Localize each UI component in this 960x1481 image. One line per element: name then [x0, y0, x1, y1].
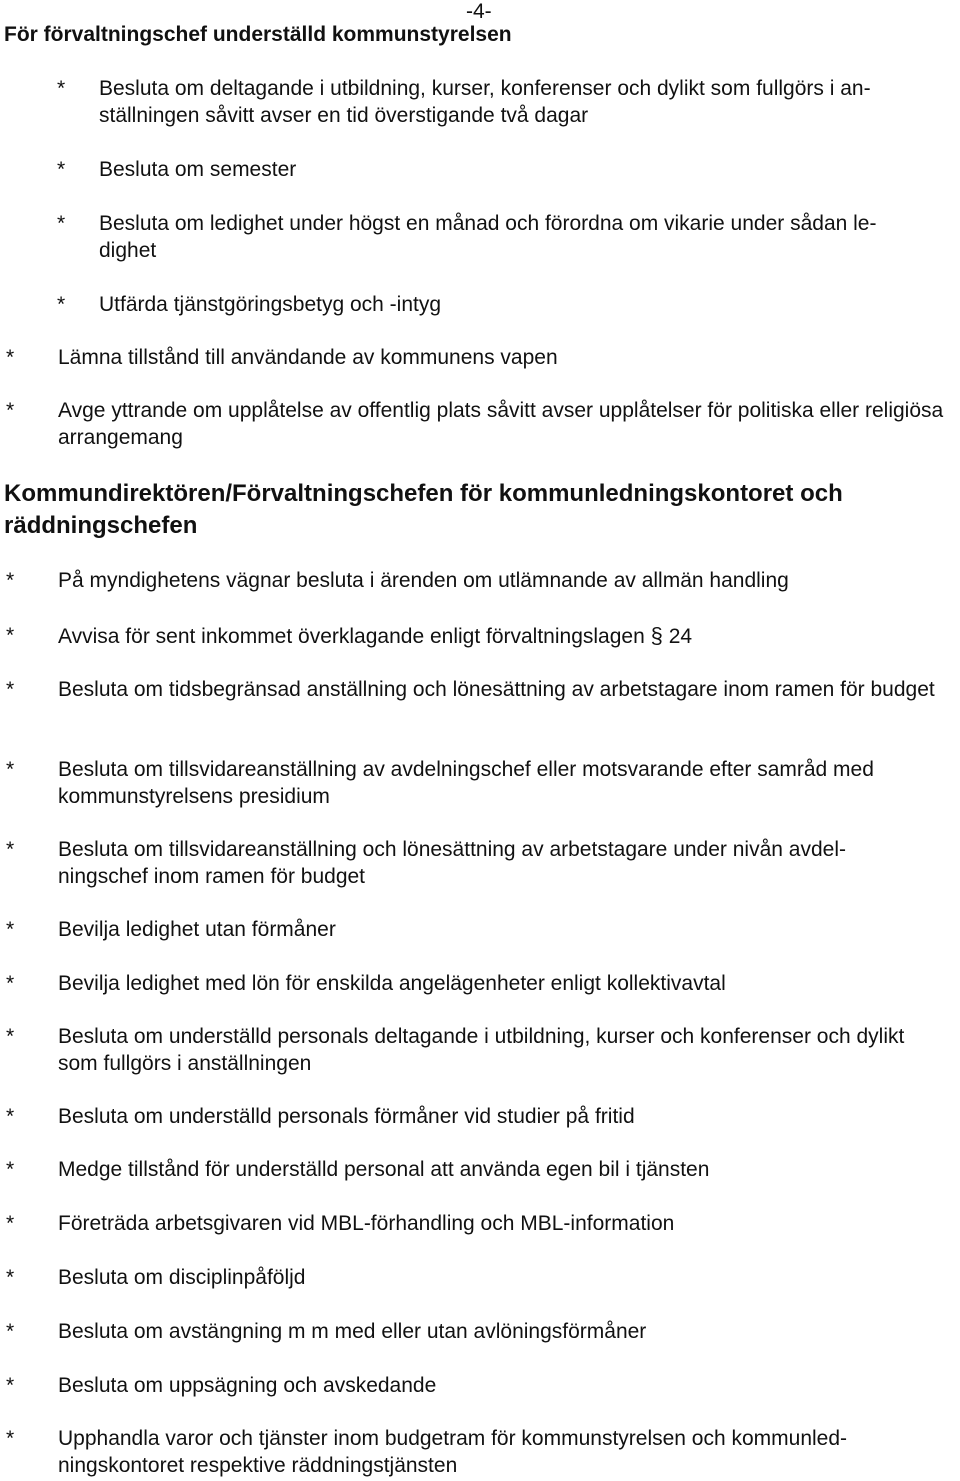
bullet: *	[6, 1320, 15, 1343]
paragraph-sign-icon: §	[650, 623, 663, 648]
page-number: -4-	[466, 0, 492, 23]
bullet: *	[6, 838, 15, 861]
bullet: *	[6, 346, 15, 369]
list-item-text: Avge yttrande om upplåtelse av offentlig plats såvitt avser upplåtelser för politiska eller religiösa arrangemang	[58, 399, 944, 449]
list-item-text: Besluta om tidsbegränsad anställning och lönesättning av arbetstagare inom ramen för budget	[58, 678, 935, 701]
list-item	[6, 1210, 956, 1237]
list-item	[6, 1425, 956, 1479]
list-item-text: Besluta om tillsvidareanställning av avdelningschef eller motsvarande efter samråd med kommunstyrelsens presidium	[58, 758, 874, 808]
bullet: *	[6, 758, 15, 781]
list-item	[6, 1023, 956, 1077]
bullet: *	[57, 158, 66, 181]
section-heading-kommundirektoren: Kommundirektören/Förvaltningschefen för kommunledningskontoret och räddningschefen	[4, 480, 843, 539]
list-item	[6, 1264, 956, 1291]
bullet: *	[6, 1427, 15, 1450]
bullet: *	[6, 972, 15, 995]
list-item-text: Besluta om disciplinpåföljd	[58, 1266, 306, 1289]
list-item	[6, 676, 956, 703]
list-item	[6, 836, 956, 890]
list-item	[6, 1156, 956, 1183]
list-item	[6, 916, 956, 943]
list-item	[57, 75, 957, 129]
list-item	[57, 210, 957, 264]
list-item-main-text: Avvisa för sent inkommet överklagande enligt förvaltningslagen	[58, 625, 645, 648]
bullet: *	[6, 678, 15, 701]
list-item-text: Besluta om underställd personals förmåner vid studier på fritid	[58, 1105, 635, 1128]
bullet: *	[6, 569, 15, 592]
list-item	[57, 156, 957, 183]
list-item	[6, 1372, 956, 1399]
section-heading-forvaltningschef: För förvaltningschef underställd kommunstyrelsen	[4, 23, 512, 46]
list-item-text: Bevilja ledighet utan förmåner	[58, 918, 336, 941]
bullet: *	[6, 399, 15, 422]
list-item-text: Besluta om semester	[99, 158, 297, 181]
list-item-text: Besluta om avstängning m m med eller utan avlöningsförmåner	[58, 1320, 647, 1343]
list-item-text: På myndighetens vägnar besluta i ärenden om utlämnande av allmän handling	[58, 569, 789, 592]
list-item-text: Besluta om uppsägning och avskedande	[58, 1374, 437, 1397]
list-item	[6, 397, 956, 451]
list-item	[6, 622, 956, 650]
list-item	[6, 756, 960, 810]
list-item-text: Företräda arbetsgivaren vid MBL-förhandling och MBL-information	[58, 1212, 675, 1235]
list-item	[6, 344, 956, 371]
list-item-text: Lämna tillstånd till användande av kommunens vapen	[58, 346, 558, 369]
bullet: *	[6, 918, 15, 941]
bullet: *	[6, 624, 15, 647]
list-item	[6, 1103, 956, 1130]
list-item-suffix: 24	[668, 625, 693, 648]
list-item-text: Medge tillstånd för underställd personal att använda egen bil i tjänsten	[58, 1158, 710, 1181]
list-item	[6, 970, 956, 997]
bullet: *	[6, 1212, 15, 1235]
bullet: *	[6, 1105, 15, 1128]
bullet: *	[6, 1374, 15, 1397]
list-item-text: Upphandla varor och tjänster inom budgetram för kommunstyrelsen och kommunled- ningskontoret respektive räddningstjänsten	[58, 1427, 848, 1477]
list-item	[6, 567, 956, 594]
list-item-text: Bevilja ledighet med lön för enskilda angelägenheter enligt kollektivavtal	[58, 972, 726, 995]
bullet: *	[57, 77, 66, 100]
list-item-text	[6, 622, 956, 650]
bullet: *	[57, 212, 66, 235]
list-item-text: Utfärda tjänstgöringsbetyg och -intyg	[99, 293, 442, 316]
list-item-text: Besluta om underställd personals deltagande i utbildning, kurser och konferenser och dylikt som fullgörs i anställningen	[58, 1025, 905, 1075]
list-item-text: Besluta om ledighet under högst en månad och förordna om vikarie under sådan le- dighet	[99, 212, 877, 262]
bullet: *	[6, 1158, 15, 1181]
list-item	[57, 291, 957, 318]
bullet: *	[6, 1266, 15, 1289]
bullet: *	[57, 293, 66, 316]
bullet: *	[6, 1025, 15, 1048]
list-item	[6, 1318, 956, 1345]
list-item-text: Besluta om tillsvidareanställning och lönesättning av arbetstagare under nivån avdel- ningschef inom ramen för budget	[58, 838, 846, 888]
list-item-text: Besluta om deltagande i utbildning, kurser, konferenser och dylikt som fullgörs i an- ställningen såvitt avser en tid överstigande två dagar	[99, 77, 871, 127]
